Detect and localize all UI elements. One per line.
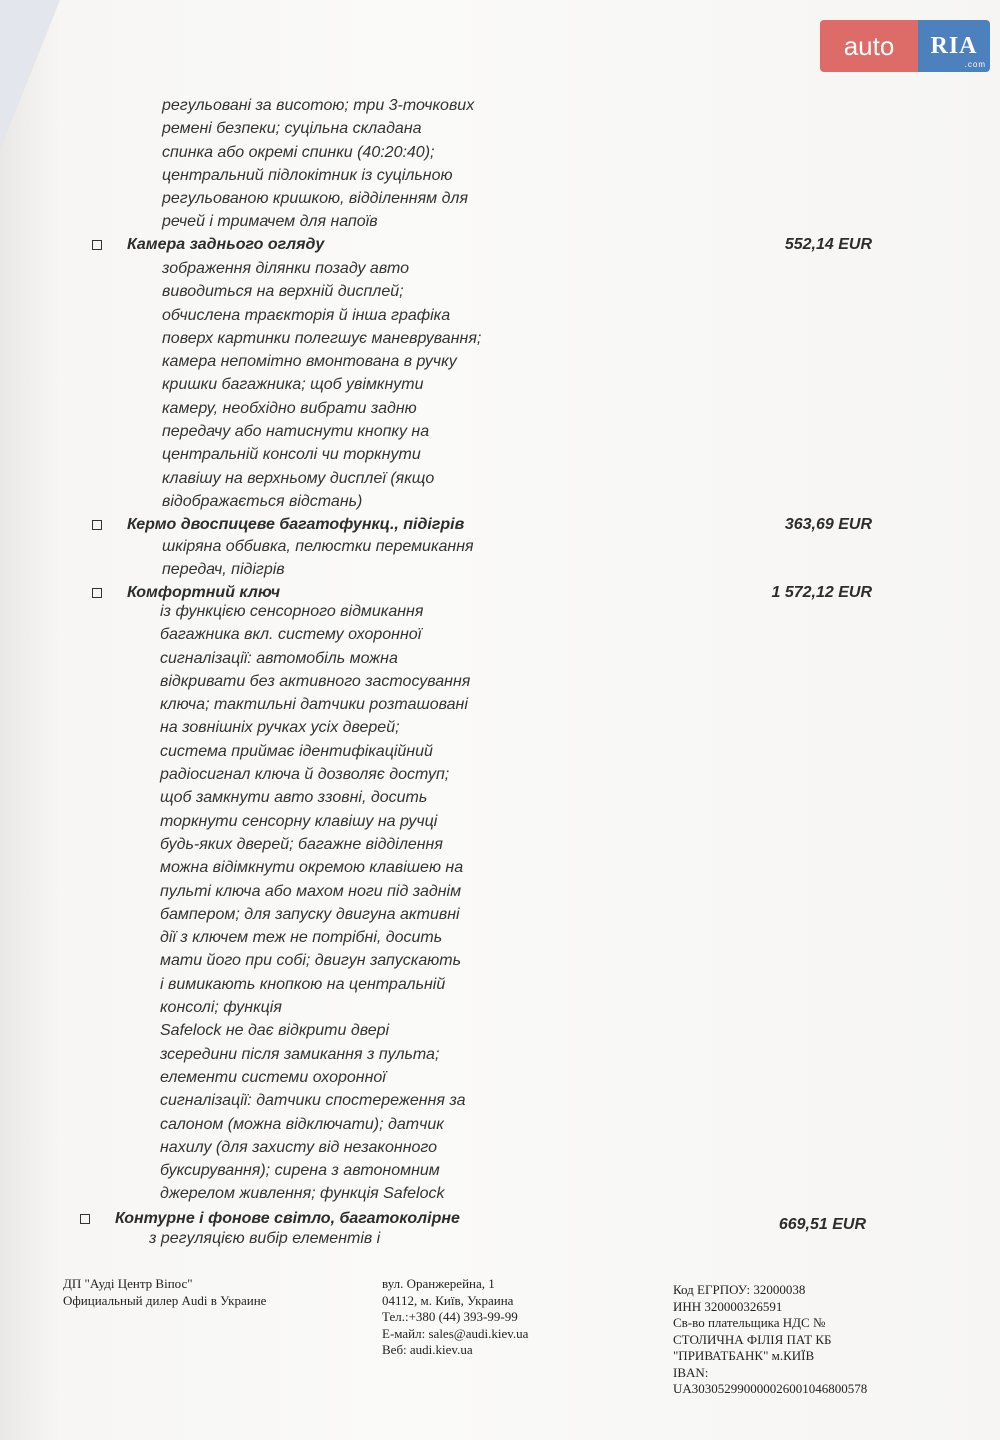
footer-line: Тел.:+380 (44) 393-99-99 xyxy=(382,1309,518,1324)
autoria-watermark-logo xyxy=(820,20,990,72)
description-line: клавішу на верхньому дисплеї (якщо xyxy=(162,469,435,487)
footer-line: вул. Оранжерейна, 1 xyxy=(382,1276,495,1291)
checkbox-icon xyxy=(80,1214,90,1224)
footer-line: UA303052990000026001046800578 xyxy=(673,1381,868,1396)
logo-auto-text: auto xyxy=(820,20,918,72)
footer-line: Код ЕГРПОУ: 32000038 xyxy=(673,1282,806,1297)
option-name: Кермо двоспицеве багатофункц., підігрів xyxy=(127,516,465,533)
footer-line: Веб: audi.kiev.ua xyxy=(382,1342,473,1357)
intro-description xyxy=(162,94,474,234)
description-line: відображається відстань) xyxy=(162,492,363,510)
description-line: кришки багажника; щоб увімкнути xyxy=(162,376,424,394)
description-line: центральний підлокітник із суцільною xyxy=(162,166,453,184)
description-line: джерелом живлення; функція Safelock xyxy=(160,1185,445,1203)
option-description-steering-wheel xyxy=(162,535,474,582)
footer-line: ИНН 320000326591 xyxy=(673,1298,783,1314)
description-line: буксирування); сирена з автономним xyxy=(160,1162,440,1180)
description-line: ремені безпеки; суцільна складана xyxy=(162,120,422,138)
description-line: центральній консолі чи торкнути xyxy=(162,446,421,464)
description-line: багажника вкл. систему охоронної xyxy=(160,626,422,644)
footer-company-info xyxy=(63,1276,266,1309)
description-line: бампером; для запуску двигуна активні xyxy=(160,905,460,923)
option-name: Камера заднього огляду xyxy=(127,236,325,253)
option-description-comfort-key xyxy=(160,600,470,1206)
footer-line: Официальный дилер Audi в Украине xyxy=(63,1292,267,1308)
option-price: 1 572,12 EUR xyxy=(771,584,872,601)
footer-line: Св-во плательщика НДС № xyxy=(673,1315,826,1330)
description-line: сигналізації: автомобіль можна xyxy=(160,649,398,667)
checkbox-icon xyxy=(92,588,102,598)
description-line: камера непомітно вмонтована в ручку xyxy=(162,353,457,371)
option-name: Контурне і фонове світло, багатоколірне xyxy=(115,1210,460,1227)
description-line: пульті ключа або махом ноги під заднім xyxy=(160,882,462,900)
description-line: регульованою кришкою, відділенням для xyxy=(162,190,468,208)
description-line: зображення ділянки позаду авто xyxy=(162,260,410,277)
description-line: обчислена траєкторія й інша графіка xyxy=(162,306,451,324)
description-line: радіосигнал ключа й дозволяє доступ; xyxy=(160,766,450,784)
footer-contact-info xyxy=(382,1276,528,1359)
logo-com-label: .com xyxy=(964,60,986,69)
description-line: Safelock не дає відкрити двері xyxy=(160,1022,390,1040)
description-line: виводиться на верхній дисплей; xyxy=(162,283,404,301)
logo-ria-label: RIA xyxy=(930,32,978,59)
description-line: передачу або натиснути кнопку на xyxy=(162,423,430,441)
description-line: шкіряна оббивка, пелюстки перемикання xyxy=(162,538,474,555)
description-line: дії з ключем теж не потрібні, досить xyxy=(160,929,443,947)
page-corner-fold xyxy=(0,0,60,150)
description-line: система приймає ідентифікаційний xyxy=(160,742,433,760)
description-line: із функцією сенсорного відмикання xyxy=(160,603,424,620)
description-line: елементи системи охоронної xyxy=(160,1068,386,1086)
description-line: консолі; функція xyxy=(160,999,282,1017)
description-line: і вимикають кнопкою на центральній xyxy=(160,975,446,993)
description-line: сигналізації: датчики спостереження за xyxy=(160,1092,466,1110)
checkbox-icon xyxy=(92,240,102,250)
footer-line: 04112, м. Київ, Украина xyxy=(382,1292,514,1308)
description-line: будь-яких дверей; багажне відділення xyxy=(160,835,443,853)
description-line: поверх картинки полегшує маневрування; xyxy=(162,329,482,347)
description-line: камеру, необхідно вибрати задню xyxy=(162,399,417,417)
description-line: спинка або окремі спинки (40:20:40); xyxy=(162,143,435,161)
checkbox-icon xyxy=(92,520,102,530)
footer-line: IBAN: xyxy=(673,1364,709,1380)
description-line: ключа; тактильні датчики розташовані xyxy=(160,696,468,714)
logo-ria-text xyxy=(918,20,990,72)
footer-line: СТОЛИЧНА ФІЛІЯ ПАТ КБ xyxy=(673,1331,832,1347)
footer-line: "ПРИВАТБАНК" м.КИЇВ xyxy=(673,1348,815,1363)
description-line: відкривати без активного застосування xyxy=(160,672,471,690)
option-price: 669,51 EUR xyxy=(778,1216,866,1233)
option-price: 363,69 EUR xyxy=(784,516,872,533)
description-line: передач, підігрів xyxy=(162,561,285,579)
description-line: регульовані за висотою; три 3-точкових xyxy=(162,97,475,114)
option-description-ambient-lighting xyxy=(149,1227,380,1250)
description-line: зсередини після замикання з пульта; xyxy=(160,1045,440,1063)
description-line: можна відімкнути окремою клавішею на xyxy=(160,859,464,877)
description-line: речей і тримачем для напоїв xyxy=(162,213,378,231)
footer-line: Е-майл: sales@audi.kiev.ua xyxy=(382,1325,529,1341)
footer-bank-info xyxy=(673,1282,867,1398)
option-price: 552,14 EUR xyxy=(784,236,872,253)
option-name: Комфортний ключ xyxy=(127,584,281,601)
description-line: щоб замкнути авто ззовні, досить xyxy=(160,789,428,807)
description-line: мати його при собі; двигун запускають xyxy=(160,952,462,970)
description-line: на зовнішніх ручках усіх дверей; xyxy=(160,719,400,737)
option-description-rear-camera xyxy=(162,257,481,513)
footer-line: ДП "Ауді Центр Віпос" xyxy=(63,1276,193,1291)
description-line: торкнути сенсорну клавішу на ручці xyxy=(160,812,438,830)
description-line: нахилу (для захисту від незаконного xyxy=(160,1138,437,1156)
description-line: з регуляцією вибір елементів і xyxy=(149,1230,381,1247)
description-line: салоном (можна відключати); датчик xyxy=(160,1115,444,1133)
